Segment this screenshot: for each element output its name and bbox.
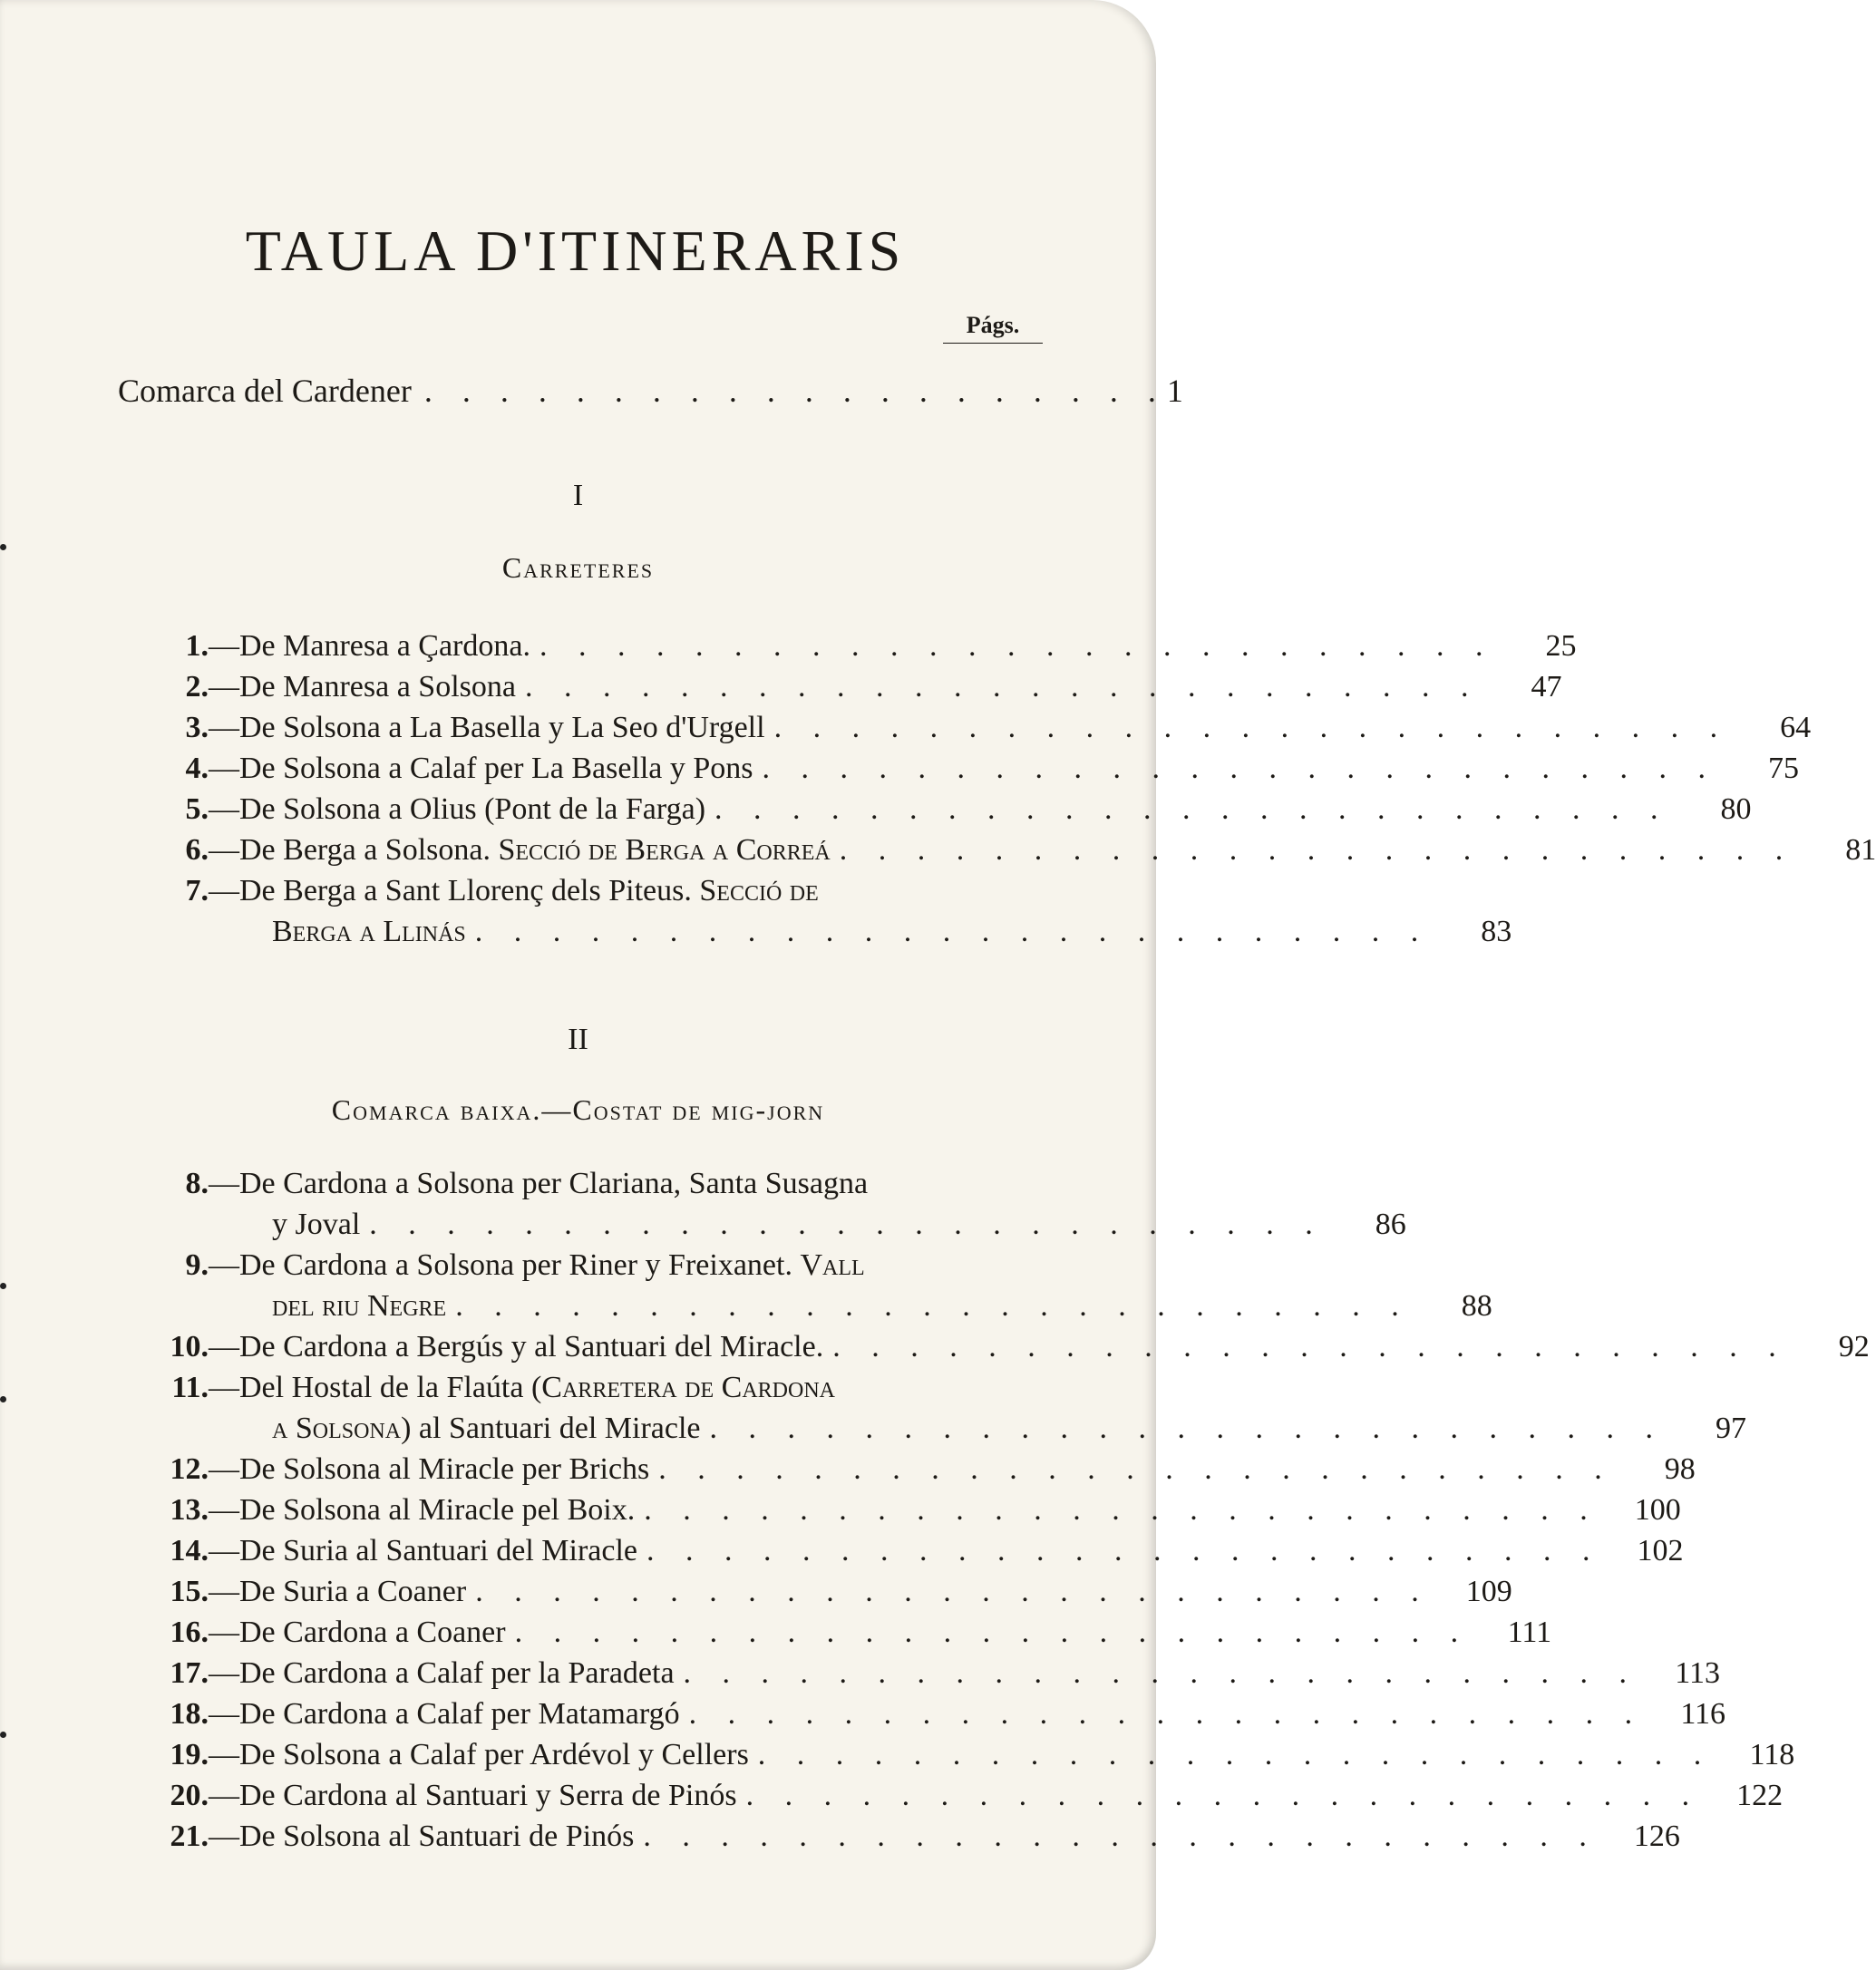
toc-line [145, 1816, 1680, 1857]
entry-label [145, 1490, 635, 1530]
entry-number: 3. [185, 711, 209, 744]
entry-page: 88 [1461, 1289, 1492, 1323]
page-edge-mark [0, 1396, 6, 1402]
leader-dots: . . . . . . . . . . . . . . . . . . . . . . . . . [683, 1656, 1639, 1690]
entry-label [145, 1571, 466, 1612]
toc-line [145, 1245, 1043, 1286]
entry-label [145, 1326, 823, 1367]
entry-page: 113 [1675, 1656, 1721, 1690]
page-edge-mark [0, 544, 6, 550]
toc-line [145, 666, 1562, 707]
toc-entry[interactable] [145, 1693, 1726, 1734]
entry-text: —De Solsona a Calaf per La Basella y Pons [209, 752, 753, 785]
entry-page: 75 [1768, 752, 1800, 785]
entry-label [145, 1734, 749, 1775]
leader-dots: . . . . . . . . . . . . . . . . . . . . . . . . . [369, 1208, 1325, 1241]
toc-line [145, 748, 1800, 789]
entry-page: 25 [1545, 629, 1577, 663]
entry-continuation [145, 911, 466, 952]
entry-label [145, 1163, 868, 1204]
toc-line [145, 1286, 1492, 1326]
toc-line [145, 1490, 1681, 1530]
entry-number: 16. [170, 1616, 209, 1649]
entry-page: 111 [1507, 1616, 1552, 1649]
leader-dots: . . . . . . . . . . . . . . . . . . . . . . . . . [524, 670, 1481, 704]
toc-line [145, 1571, 1512, 1612]
entry-number: 9. [185, 1248, 209, 1282]
leader-dots: . . . . . . . . . . . . . . . . . . . . . . . . . [539, 629, 1495, 663]
entry-continuation-tail: ) al Santuari del Miracle [401, 1412, 701, 1445]
toc-line [145, 1775, 1784, 1816]
entry-page: 98 [1664, 1452, 1696, 1486]
intro-page: 1 [1166, 373, 1183, 409]
entry-label [145, 870, 819, 911]
toc-section-2 [145, 1163, 1870, 1857]
toc-line [145, 1326, 1870, 1367]
entry-label [145, 789, 705, 830]
toc-line [145, 1653, 1721, 1693]
toc-line [145, 1163, 1043, 1204]
toc-line [145, 1204, 1406, 1245]
entry-text: —Del Hostal de la Flaúta ( [209, 1371, 542, 1404]
toc-line [145, 830, 1876, 870]
entry-number: 5. [185, 792, 209, 826]
entry-page: 118 [1749, 1738, 1795, 1771]
entry-number: 13. [170, 1493, 209, 1527]
leader-dots: . . . . . . . . . . . . . . . . . . . . . . . . . [709, 1412, 1665, 1445]
pages-column-header: Págs. [943, 312, 1043, 344]
leader-dots: . . . . . . . . . . . . . . . . . . . . . . . . . [658, 1452, 1614, 1486]
leader-dots: . . . . . . . . . . . . . . . . . . . . . . . . . [474, 915, 1431, 948]
toc-line [145, 1449, 1696, 1490]
entry-smallcaps: Carretera de Cardona [541, 1371, 835, 1404]
leader-dots: . . . . . . . . . . . . . . . . . . . . . . . . . [688, 1697, 1645, 1731]
entry-page: 64 [1780, 711, 1812, 744]
toc-line [145, 626, 1577, 666]
entry-label [145, 666, 516, 707]
entry-page: 100 [1634, 1493, 1681, 1527]
entry-smallcaps: Secció de Berga a Correá [498, 833, 831, 867]
section-heading: Carreteres [501, 551, 655, 584]
leader-dots: . . . . . . . . . . . . . . . . . . . . . . . . . [832, 1330, 1788, 1363]
entry-page: 80 [1720, 792, 1752, 826]
entry-text: —De Solsona a La Basella y La Seo d'Urgell [209, 711, 765, 744]
entry-label [145, 626, 530, 666]
entry-label [145, 707, 765, 748]
entry-smallcaps: Vall [800, 1248, 865, 1282]
entry-page: 102 [1637, 1534, 1684, 1567]
toc-entry[interactable] [145, 870, 1512, 952]
entry-page: 122 [1736, 1779, 1784, 1812]
entry-label [145, 748, 753, 789]
entry-text: —De Solsona al Miracle pel Boix. [209, 1493, 636, 1527]
toc-entry[interactable] [145, 1163, 1406, 1245]
leader-dots: . . . . . . . . . . . . . . . . . . . . . . . . . [773, 711, 1730, 744]
entry-text: —De Suria al Santuari del Miracle [209, 1534, 638, 1567]
leader-dots: . . . . . . . . . . . . . . . . . . . . . . . . . [643, 1820, 1599, 1853]
entry-text: —De Cardona a Coaner [209, 1616, 506, 1649]
entry-page: 92 [1838, 1330, 1870, 1363]
toc-entry[interactable] [145, 1490, 1681, 1530]
entry-continuation-text: Berga a Llinás [272, 915, 466, 948]
entry-number: 1. [185, 629, 209, 663]
section-heading: Comarca baixa.—Costat de mig-jorn [331, 1093, 825, 1126]
entry-page: 83 [1481, 915, 1512, 948]
entry-text: —De Cardona a Calaf per la Paradeta [209, 1656, 675, 1690]
entry-label [145, 1245, 865, 1286]
toc-entry[interactable] [145, 1571, 1512, 1612]
entry-page: 116 [1680, 1697, 1726, 1731]
entry-continuation [145, 1408, 701, 1449]
entry-label [145, 830, 831, 870]
leader-dots: . . . . . . . . . . . . . . . . . . . . . . . . . [839, 833, 1795, 867]
entry-label [145, 1449, 649, 1490]
toc-line [145, 1612, 1552, 1653]
entry-page: 97 [1716, 1412, 1746, 1445]
entry-number: 18. [170, 1697, 209, 1731]
entry-number: 4. [185, 752, 209, 785]
toc-entry[interactable] [145, 789, 1752, 830]
entry-label [145, 1816, 634, 1857]
entry-text: —De Cardona a Solsona per Clariana, Santa Susagna [209, 1167, 869, 1200]
entry-label [145, 1530, 637, 1571]
entry-text: —De Berga a Sant Llorenç dels Piteus. [209, 874, 700, 907]
toc-line [145, 1734, 1795, 1775]
entry-number: 14. [170, 1534, 209, 1567]
entry-text: —De Solsona a Calaf per Ardévol y Cellers [209, 1738, 749, 1771]
entry-text: —De Manresa a Solsona [209, 670, 516, 704]
intro-label: Comarca del Cardener [118, 373, 412, 409]
entry-label [145, 1653, 675, 1693]
leader-dots: . . . . . . . . . . . . . . . . . . . . [423, 373, 1167, 409]
leader-dots: . . . . . . . . . . . . . . . . . . . . . . . . . [475, 1575, 1431, 1608]
entry-label [145, 1693, 680, 1734]
leader-dots: . . . . . . . . . . . . . . . . . . . . . . . . . [757, 1738, 1714, 1771]
entry-continuation-text: a Solsona [272, 1412, 402, 1445]
toc-entry[interactable] [145, 830, 1876, 870]
section-numeral: I [572, 479, 584, 512]
entry-label [145, 1775, 737, 1816]
entry-number: 11. [171, 1371, 209, 1404]
toc-line [145, 1367, 1043, 1408]
toc-line [145, 1530, 1684, 1571]
toc-entry[interactable] [145, 626, 1577, 666]
toc-entry[interactable] [145, 1367, 1746, 1449]
toc-entry[interactable] [145, 748, 1800, 789]
entry-page: 109 [1465, 1575, 1512, 1608]
entry-text: —De Berga a Solsona. [209, 833, 499, 867]
toc-entry[interactable] [145, 1245, 1492, 1326]
entry-continuation [145, 1286, 446, 1326]
toc-section-1 [145, 626, 1876, 952]
page-title: TAULA D'ITINERARIS [245, 218, 906, 283]
entry-text: —De Cardona a Calaf per Matamargó [209, 1697, 680, 1731]
toc-entry[interactable] [145, 1653, 1721, 1693]
entry-page: 86 [1375, 1208, 1406, 1241]
entry-number: 15. [170, 1575, 209, 1608]
section-numeral: II [568, 1023, 588, 1056]
toc-line [145, 1408, 1746, 1449]
entry-number: 19. [170, 1738, 209, 1771]
toc-entry[interactable] [145, 1775, 1784, 1816]
entry-number: 8. [185, 1167, 209, 1200]
entry-label [145, 1367, 835, 1408]
entry-number: 20. [170, 1779, 209, 1812]
entry-continuation [145, 1204, 360, 1245]
entry-text: —De Solsona al Miracle per Brichs [209, 1452, 650, 1486]
entry-smallcaps: Secció de [699, 874, 819, 907]
toc-line [145, 1693, 1726, 1734]
toc-entry[interactable] [145, 1530, 1684, 1571]
toc-entry[interactable] [145, 1326, 1870, 1367]
entry-number: 6. [185, 833, 209, 867]
leader-dots: . . . . . . . . . . . . . . . . . . . . . . . . . [455, 1289, 1411, 1323]
entry-text: —De Cardona al Santuari y Serra de Pinós [209, 1779, 737, 1812]
toc-entry[interactable] [145, 1449, 1696, 1490]
entry-page: 126 [1633, 1820, 1680, 1853]
toc-entry[interactable] [145, 1612, 1552, 1653]
page-edge-mark [0, 1732, 6, 1738]
entry-continuation-text: del riu Negre [272, 1289, 447, 1323]
entry-number: 21. [170, 1820, 209, 1853]
entry-text: —De Cardona a Solsona per Riner y Freixanet. [209, 1248, 801, 1282]
toc-entry[interactable] [145, 1734, 1795, 1775]
entry-text: —De Cardona a Bergús y al Santuari del Miracle. [209, 1330, 824, 1363]
entry-number: 17. [170, 1656, 209, 1690]
entry-number: 2. [185, 670, 209, 704]
leader-dots: . . . . . . . . . . . . . . . . . . . . . . . . . [745, 1779, 1702, 1812]
toc-line [145, 707, 1812, 748]
leader-dots: . . . . . . . . . . . . . . . . . . . . . . . . . [514, 1616, 1471, 1649]
leader-dots: . . . . . . . . . . . . . . . . . . . . . . . . . [714, 792, 1670, 826]
entry-text: —De Manresa a Çardona. [209, 629, 530, 663]
entry-text: —De Solsona a Olius (Pont de la Farga) [209, 792, 706, 826]
leader-dots: . . . . . . . . . . . . . . . . . . . . . . . . . [644, 1493, 1599, 1527]
leader-dots: . . . . . . . . . . . . . . . . . . . . . . . . . [762, 752, 1718, 785]
entry-label [145, 1612, 506, 1653]
entry-number: 7. [185, 874, 209, 907]
entry-text: —De Solsona al Santuari de Pinós [209, 1820, 635, 1853]
leader-dots: . . . . . . . . . . . . . . . . . . . . . . . . . [646, 1534, 1602, 1567]
entry-continuation-text: y Joval [272, 1208, 361, 1241]
entry-page: 47 [1531, 670, 1562, 704]
toc-line [145, 911, 1512, 952]
intro-entry[interactable] [118, 372, 1183, 410]
toc-entry[interactable] [145, 1816, 1680, 1857]
entry-number: 12. [170, 1452, 209, 1486]
entry-text: —De Suria a Coaner [209, 1575, 467, 1608]
page-edge-mark [0, 1283, 6, 1289]
entry-page: 81 [1845, 833, 1876, 867]
entry-number: 10. [170, 1330, 209, 1363]
toc-line [145, 870, 1043, 911]
toc-entry[interactable] [145, 666, 1562, 707]
toc-line [145, 789, 1752, 830]
toc-entry[interactable] [145, 707, 1812, 748]
